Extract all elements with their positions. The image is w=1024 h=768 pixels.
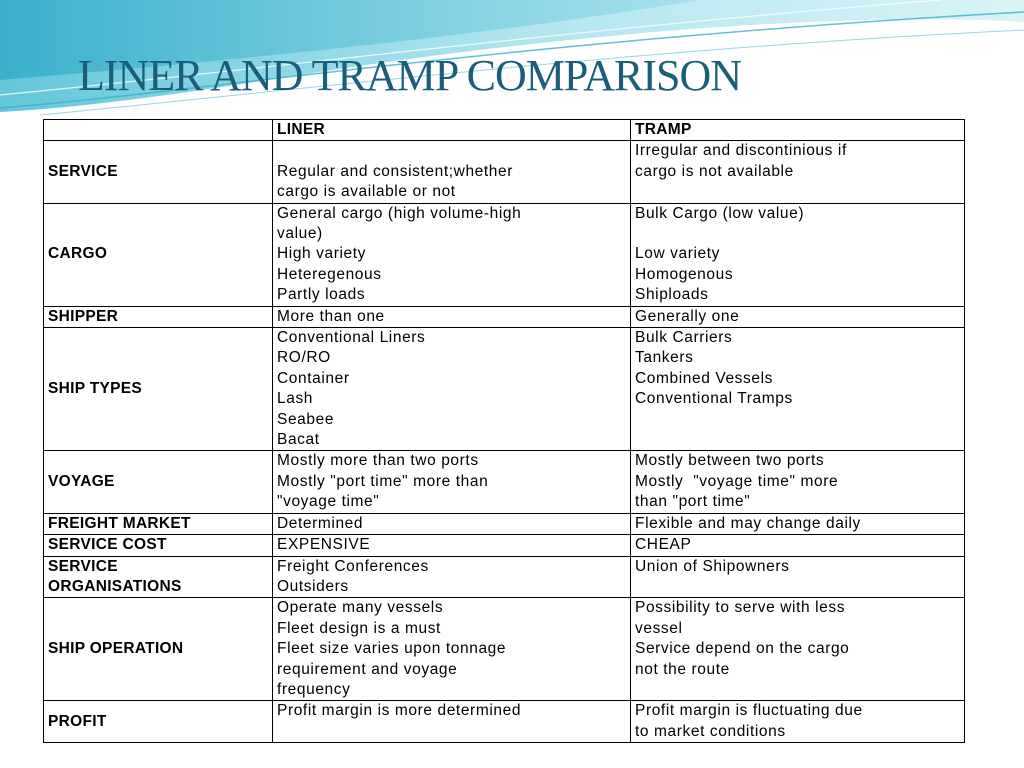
- liner-cell-line: cargo is available or not: [277, 183, 456, 201]
- liner-cell: [273, 306, 631, 327]
- table-row: [44, 328, 965, 451]
- liner-cell-line: Operate many vessels: [277, 599, 444, 617]
- row-label-line: SHIP TYPES: [48, 380, 143, 398]
- table-row: [44, 556, 965, 598]
- table-row: [44, 598, 965, 701]
- tramp-cell-line: Shiploads: [635, 286, 709, 304]
- row-label: [44, 535, 273, 556]
- liner-cell-line: Container: [277, 369, 350, 387]
- tramp-cell-line: cargo is not available: [635, 162, 794, 180]
- tramp-cell-line: Conventional Tramps: [635, 390, 793, 408]
- row-label: [44, 598, 273, 701]
- liner-cell-line: RO/RO: [277, 349, 331, 367]
- tramp-cell-line: Mostly between two ports: [635, 452, 825, 470]
- liner-cell-line: High variety: [277, 245, 367, 263]
- liner-cell-line: Freight Conferences: [277, 557, 429, 575]
- liner-cell-line: Fleet size varies upon tonnage: [277, 640, 507, 658]
- liner-cell: [273, 535, 631, 556]
- liner-cell-line: Bacat: [277, 431, 320, 449]
- tramp-cell-line: than "port time": [635, 493, 751, 511]
- liner-cell-line: requirement and voyage: [277, 660, 458, 678]
- liner-cell-line: Conventional Liners: [277, 329, 426, 347]
- table-row: [44, 535, 965, 556]
- liner-cell-line: Determined: [277, 514, 364, 532]
- tramp-cell-line: Generally one: [635, 307, 740, 325]
- slide-title: LINER AND TRAMP COMPARISON: [78, 51, 742, 100]
- liner-cell-line: Seabee: [277, 410, 335, 428]
- row-label: [44, 306, 273, 327]
- tramp-cell-line: Possibility to serve with less: [635, 599, 846, 617]
- table-row: [44, 451, 965, 513]
- liner-cell-line: Heteregenous: [277, 265, 382, 283]
- liner-cell: [273, 598, 631, 701]
- tramp-cell-line: Low variety: [635, 245, 720, 263]
- row-label-line: SHIPPER: [48, 307, 119, 325]
- tramp-cell: [631, 451, 965, 513]
- liner-cell: [273, 701, 631, 743]
- row-label: [44, 141, 273, 203]
- tramp-cell: [631, 556, 965, 598]
- liner-cell: [273, 513, 631, 534]
- tramp-cell-line: vessel: [635, 619, 683, 637]
- tramp-cell: [631, 328, 965, 451]
- row-label-line: SHIP OPERATION: [48, 640, 184, 658]
- liner-cell-line: Fleet design is a must: [277, 619, 441, 637]
- liner-cell-line: [277, 141, 626, 161]
- header-empty-cell: [44, 120, 273, 141]
- row-label-line: VOYAGE: [48, 472, 115, 490]
- tramp-cell: [631, 141, 965, 203]
- liner-cell-line: Profit margin is more determined: [277, 702, 522, 720]
- table-row: [44, 203, 965, 306]
- table-row: [44, 513, 965, 534]
- header-liner: LINER: [273, 120, 631, 141]
- liner-cell: [273, 203, 631, 306]
- tramp-cell-line: Combined Vessels: [635, 369, 773, 387]
- tramp-cell-line: CHEAP: [635, 536, 692, 554]
- tramp-cell: [631, 701, 965, 743]
- tramp-cell: [631, 203, 965, 306]
- liner-cell: [273, 328, 631, 451]
- tramp-cell-line: Profit margin is fluctuating due: [635, 702, 863, 720]
- tramp-cell-line: Flexible and may change daily: [635, 514, 861, 532]
- tramp-cell: [631, 306, 965, 327]
- table-row: [44, 701, 965, 743]
- tramp-cell-line: Mostly "voyage time" more: [635, 472, 839, 490]
- row-label: [44, 556, 273, 598]
- row-label-line: CARGO: [48, 245, 108, 263]
- liner-cell: [273, 451, 631, 513]
- tramp-cell-line: Tankers: [635, 349, 694, 367]
- row-label: [44, 513, 273, 534]
- tramp-cell-line: Union of Shipowners: [635, 557, 790, 575]
- liner-cell: [273, 141, 631, 203]
- table-row: [44, 306, 965, 327]
- liner-cell-line: "voyage time": [277, 493, 380, 511]
- row-label: [44, 328, 273, 451]
- table-header-row: [44, 120, 965, 141]
- tramp-cell-line: not the route: [635, 660, 730, 678]
- liner-cell: [273, 556, 631, 598]
- tramp-cell-line: Irregular and discontinious if: [635, 142, 847, 160]
- comparison-table: [43, 119, 965, 743]
- row-label: [44, 701, 273, 743]
- tramp-cell-line: Homogenous: [635, 265, 734, 283]
- tramp-cell: [631, 598, 965, 701]
- liner-cell-line: Outsiders: [277, 577, 349, 595]
- liner-cell-line: frequency: [277, 680, 351, 698]
- row-label-line: PROFIT: [48, 712, 107, 730]
- tramp-cell-line: Bulk Cargo (low value): [635, 204, 805, 222]
- tramp-cell: [631, 535, 965, 556]
- liner-cell-line: Regular and consistent;whether: [277, 162, 513, 180]
- tramp-cell-line: to market conditions: [635, 722, 786, 740]
- liner-cell-line: Mostly more than two ports: [277, 452, 479, 470]
- liner-cell-line: Mostly "port time" more than: [277, 472, 489, 490]
- tramp-cell-line: Service depend on the cargo: [635, 640, 850, 658]
- header-tramp: TRAMP: [631, 120, 965, 141]
- liner-cell-line: General cargo (high volume-high: [277, 204, 522, 222]
- liner-cell-line: EXPENSIVE: [277, 536, 371, 554]
- tramp-cell: [631, 513, 965, 534]
- liner-cell-line: Lash: [277, 390, 314, 408]
- row-label-line: FREIGHT MARKET: [48, 514, 191, 532]
- row-label: [44, 451, 273, 513]
- row-label-line: ORGANISATIONS: [48, 577, 182, 595]
- liner-cell-line: value): [277, 225, 323, 243]
- table-row: [44, 141, 965, 203]
- liner-cell-line: Partly loads: [277, 286, 366, 304]
- tramp-cell-line: Bulk Carriers: [635, 329, 733, 347]
- row-label-line: SERVICE: [48, 557, 118, 575]
- row-label-line: SERVICE: [48, 162, 118, 180]
- liner-cell-line: More than one: [277, 307, 385, 325]
- row-label-line: SERVICE COST: [48, 536, 167, 554]
- row-label: [44, 203, 273, 306]
- tramp-cell-line: [635, 224, 960, 244]
